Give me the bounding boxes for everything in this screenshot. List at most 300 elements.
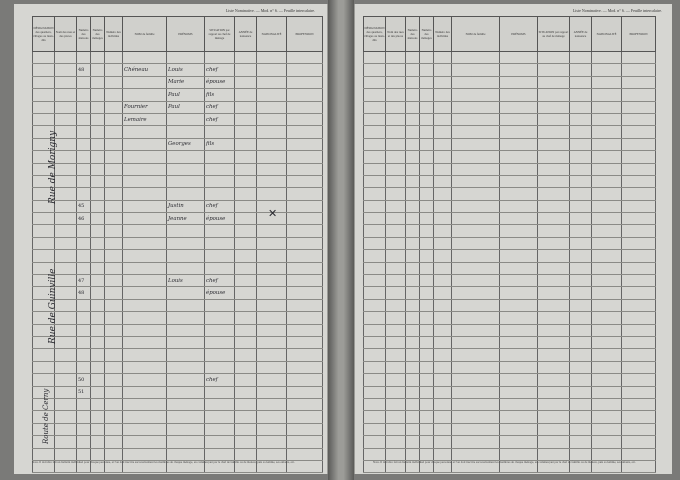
- empty-cell: [538, 287, 570, 299]
- empty-cell: [287, 101, 323, 113]
- census-row: [33, 423, 323, 435]
- empty-cell: [167, 113, 205, 125]
- empty-cell: [205, 188, 235, 200]
- census-row: [364, 336, 656, 348]
- empty-cell: [287, 299, 323, 311]
- empty-cell: [538, 89, 570, 101]
- empty-cell: [538, 200, 570, 212]
- empty-cell: [235, 411, 257, 423]
- empty-cell: [452, 312, 500, 324]
- empty-cell: [420, 361, 434, 373]
- empty-cell: [105, 287, 123, 299]
- empty-cell: [235, 398, 257, 410]
- empty-cell: [386, 200, 406, 212]
- empty-cell: [77, 126, 91, 138]
- census-cell: chef: [205, 64, 235, 76]
- empty-cell: [235, 336, 257, 348]
- empty-cell: [364, 175, 386, 187]
- empty-cell: [205, 225, 235, 237]
- empty-cell: [538, 436, 570, 448]
- empty-cell: [622, 113, 656, 125]
- empty-cell: [420, 349, 434, 361]
- empty-cell: [77, 436, 91, 448]
- empty-cell: [257, 262, 287, 274]
- empty-cell: [452, 188, 500, 200]
- empty-cell: [33, 89, 55, 101]
- empty-cell: [235, 101, 257, 113]
- empty-cell: [205, 151, 235, 163]
- empty-cell: [538, 398, 570, 410]
- empty-cell: [538, 151, 570, 163]
- empty-cell: [622, 361, 656, 373]
- empty-cell: [622, 275, 656, 287]
- empty-cell: [434, 237, 452, 249]
- empty-cell: [55, 89, 77, 101]
- empty-cell: [434, 324, 452, 336]
- empty-cell: [570, 52, 592, 64]
- empty-cell: [257, 250, 287, 262]
- empty-cell: [406, 89, 420, 101]
- empty-cell: [570, 163, 592, 175]
- census-row: [33, 312, 323, 324]
- empty-cell: [364, 436, 386, 448]
- empty-cell: [33, 374, 55, 386]
- census-cell: Paul: [167, 101, 205, 113]
- empty-cell: [55, 448, 77, 460]
- empty-cell: [105, 324, 123, 336]
- empty-cell: [91, 64, 105, 76]
- census-row: [364, 113, 656, 125]
- empty-cell: [257, 386, 287, 398]
- empty-cell: [420, 237, 434, 249]
- empty-cell: [406, 386, 420, 398]
- census-row: [33, 398, 323, 410]
- empty-cell: [205, 175, 235, 187]
- empty-cell: [538, 299, 570, 311]
- empty-cell: [420, 324, 434, 336]
- empty-cell: [452, 76, 500, 88]
- empty-cell: [592, 151, 622, 163]
- empty-cell: [123, 336, 167, 348]
- empty-cell: [592, 213, 622, 225]
- column-header: Numéro des individus: [105, 17, 123, 52]
- empty-cell: [105, 200, 123, 212]
- empty-cell: [570, 76, 592, 88]
- census-cell: Paul: [167, 89, 205, 101]
- empty-cell: [33, 113, 55, 125]
- empty-cell: [205, 163, 235, 175]
- empty-cell: [55, 423, 77, 435]
- empty-cell: [434, 349, 452, 361]
- empty-cell: [105, 349, 123, 361]
- census-row: [33, 299, 323, 311]
- empty-cell: [420, 113, 434, 125]
- census-row: [364, 349, 656, 361]
- empty-cell: [500, 349, 538, 361]
- empty-cell: [622, 312, 656, 324]
- empty-cell: [538, 361, 570, 373]
- empty-cell: [105, 411, 123, 423]
- empty-cell: [452, 398, 500, 410]
- empty-cell: [33, 52, 55, 64]
- empty-cell: [500, 89, 538, 101]
- empty-cell: [570, 436, 592, 448]
- empty-cell: [257, 349, 287, 361]
- empty-cell: [386, 411, 406, 423]
- empty-cell: [55, 411, 77, 423]
- empty-cell: [500, 52, 538, 64]
- empty-cell: [570, 336, 592, 348]
- empty-cell: [570, 287, 592, 299]
- empty-cell: [257, 436, 287, 448]
- empty-cell: [538, 312, 570, 324]
- census-cell: fils: [205, 89, 235, 101]
- empty-cell: [622, 138, 656, 150]
- table-header: [33, 17, 323, 52]
- empty-cell: [205, 423, 235, 435]
- empty-cell: [77, 89, 91, 101]
- empty-cell: [434, 200, 452, 212]
- empty-cell: [592, 374, 622, 386]
- census-row: [33, 175, 323, 187]
- census-cell: Marie: [167, 76, 205, 88]
- empty-cell: [77, 312, 91, 324]
- empty-cell: [91, 52, 105, 64]
- empty-cell: [386, 324, 406, 336]
- empty-cell: [406, 349, 420, 361]
- census-row: [364, 411, 656, 423]
- empty-cell: [434, 411, 452, 423]
- empty-cell: [123, 436, 167, 448]
- empty-cell: [364, 312, 386, 324]
- empty-cell: [622, 175, 656, 187]
- empty-cell: [205, 398, 235, 410]
- empty-cell: [592, 262, 622, 274]
- empty-cell: [500, 324, 538, 336]
- empty-cell: [77, 76, 91, 88]
- empty-cell: [105, 361, 123, 373]
- column-header: Numéro des ménages: [420, 17, 434, 52]
- column-header: PRÉNOMS: [167, 17, 205, 52]
- empty-cell: [235, 237, 257, 249]
- empty-cell: [123, 200, 167, 212]
- empty-cell: [123, 151, 167, 163]
- empty-cell: [55, 237, 77, 249]
- empty-cell: [592, 52, 622, 64]
- empty-cell: [55, 374, 77, 386]
- empty-cell: [420, 126, 434, 138]
- empty-cell: [287, 386, 323, 398]
- empty-cell: [386, 237, 406, 249]
- empty-cell: [167, 398, 205, 410]
- empty-cell: [452, 361, 500, 373]
- empty-cell: [364, 64, 386, 76]
- empty-cell: [434, 113, 452, 125]
- empty-cell: [364, 200, 386, 212]
- empty-cell: [91, 436, 105, 448]
- empty-cell: [55, 436, 77, 448]
- empty-cell: [91, 374, 105, 386]
- empty-cell: [257, 299, 287, 311]
- empty-cell: [406, 225, 420, 237]
- empty-cell: [167, 250, 205, 262]
- empty-cell: [91, 237, 105, 249]
- census-cell: Georges: [167, 138, 205, 150]
- empty-cell: [287, 200, 323, 212]
- empty-cell: [500, 250, 538, 262]
- empty-cell: [434, 386, 452, 398]
- census-row: [33, 64, 323, 76]
- empty-cell: [77, 101, 91, 113]
- census-cell: chef: [205, 113, 235, 125]
- right-page: [354, 4, 672, 474]
- census-row: [364, 175, 656, 187]
- empty-cell: [33, 213, 55, 225]
- census-cell: Lemaire: [123, 113, 167, 125]
- empty-cell: [91, 448, 105, 460]
- empty-cell: [91, 361, 105, 373]
- empty-cell: [538, 374, 570, 386]
- empty-cell: [364, 237, 386, 249]
- empty-cell: [123, 299, 167, 311]
- census-row: [364, 237, 656, 249]
- empty-cell: [622, 52, 656, 64]
- empty-cell: [123, 76, 167, 88]
- empty-cell: [91, 287, 105, 299]
- empty-cell: [406, 188, 420, 200]
- empty-cell: [420, 188, 434, 200]
- empty-cell: [105, 213, 123, 225]
- empty-cell: [592, 361, 622, 373]
- empty-cell: [452, 411, 500, 423]
- empty-cell: [434, 436, 452, 448]
- column-header: ANNÉE de naissance: [570, 17, 592, 52]
- empty-cell: [105, 76, 123, 88]
- street-annotation: Route de Cerny: [42, 388, 50, 444]
- empty-cell: [434, 101, 452, 113]
- empty-cell: [105, 175, 123, 187]
- empty-cell: [235, 64, 257, 76]
- empty-cell: [592, 411, 622, 423]
- census-row: [364, 188, 656, 200]
- empty-cell: [55, 225, 77, 237]
- empty-cell: [570, 126, 592, 138]
- empty-cell: [55, 250, 77, 262]
- empty-cell: [167, 336, 205, 348]
- empty-cell: [622, 126, 656, 138]
- empty-cell: [570, 312, 592, 324]
- empty-cell: [622, 349, 656, 361]
- column-header: Nom des rues et des places: [55, 17, 77, 52]
- empty-cell: [406, 436, 420, 448]
- empty-cell: [592, 423, 622, 435]
- census-row: [33, 250, 323, 262]
- empty-cell: [452, 200, 500, 212]
- empty-cell: [434, 262, 452, 274]
- empty-cell: [622, 436, 656, 448]
- census-cell: chef: [205, 374, 235, 386]
- left-page: [14, 4, 328, 474]
- census-cell: chef: [205, 101, 235, 113]
- empty-cell: [592, 398, 622, 410]
- empty-cell: [434, 250, 452, 262]
- empty-cell: [538, 448, 570, 460]
- empty-cell: [406, 151, 420, 163]
- empty-cell: [287, 312, 323, 324]
- cross-mark: ✕: [268, 208, 278, 220]
- empty-cell: [91, 138, 105, 150]
- empty-cell: [386, 336, 406, 348]
- empty-cell: [123, 262, 167, 274]
- census-row: [364, 138, 656, 150]
- census-row: [33, 76, 323, 88]
- empty-cell: [205, 336, 235, 348]
- empty-cell: [570, 423, 592, 435]
- census-row: [364, 287, 656, 299]
- empty-cell: [452, 213, 500, 225]
- empty-cell: [570, 113, 592, 125]
- empty-cell: [500, 64, 538, 76]
- census-cell: Louis: [167, 275, 205, 287]
- empty-cell: [287, 436, 323, 448]
- empty-cell: [386, 163, 406, 175]
- empty-cell: [55, 64, 77, 76]
- empty-cell: [105, 64, 123, 76]
- empty-cell: [364, 138, 386, 150]
- empty-cell: [235, 436, 257, 448]
- empty-cell: [235, 448, 257, 460]
- empty-cell: [105, 398, 123, 410]
- empty-cell: [167, 436, 205, 448]
- empty-cell: [420, 138, 434, 150]
- empty-cell: [123, 411, 167, 423]
- empty-cell: [622, 250, 656, 262]
- empty-cell: [257, 163, 287, 175]
- census-row: [33, 151, 323, 163]
- empty-cell: [622, 374, 656, 386]
- census-row: [364, 225, 656, 237]
- empty-cell: [592, 175, 622, 187]
- empty-cell: [123, 448, 167, 460]
- empty-cell: [386, 250, 406, 262]
- empty-cell: [592, 188, 622, 200]
- empty-cell: [538, 411, 570, 423]
- empty-cell: [434, 138, 452, 150]
- empty-cell: [500, 151, 538, 163]
- column-header: Numéro des individus: [434, 17, 452, 52]
- empty-cell: [105, 423, 123, 435]
- empty-cell: [386, 213, 406, 225]
- page-header: Liste Nominative. — Mod. n° 6. — Feuille intercalaire.: [572, 8, 662, 13]
- empty-cell: [257, 398, 287, 410]
- empty-cell: [538, 336, 570, 348]
- census-row: [364, 126, 656, 138]
- empty-cell: [406, 361, 420, 373]
- empty-cell: [364, 188, 386, 200]
- empty-cell: [287, 237, 323, 249]
- empty-cell: [167, 262, 205, 274]
- empty-cell: [592, 237, 622, 249]
- empty-cell: [406, 76, 420, 88]
- empty-cell: [364, 151, 386, 163]
- empty-cell: [205, 312, 235, 324]
- empty-cell: [406, 275, 420, 287]
- empty-cell: [570, 398, 592, 410]
- empty-cell: [105, 237, 123, 249]
- empty-cell: [452, 138, 500, 150]
- empty-cell: [257, 361, 287, 373]
- empty-cell: [434, 89, 452, 101]
- empty-cell: [622, 213, 656, 225]
- empty-cell: [538, 101, 570, 113]
- empty-cell: [622, 336, 656, 348]
- empty-cell: [570, 188, 592, 200]
- empty-cell: [287, 138, 323, 150]
- empty-cell: [538, 64, 570, 76]
- empty-cell: [77, 151, 91, 163]
- empty-cell: [77, 113, 91, 125]
- census-row: [33, 324, 323, 336]
- empty-cell: [538, 52, 570, 64]
- empty-cell: [235, 89, 257, 101]
- empty-cell: [287, 52, 323, 64]
- empty-cell: [33, 64, 55, 76]
- empty-cell: [91, 225, 105, 237]
- empty-cell: [257, 237, 287, 249]
- empty-cell: [406, 113, 420, 125]
- empty-cell: [420, 200, 434, 212]
- empty-cell: [287, 126, 323, 138]
- empty-cell: [235, 374, 257, 386]
- empty-cell: [287, 151, 323, 163]
- empty-cell: [538, 126, 570, 138]
- empty-cell: [123, 89, 167, 101]
- empty-cell: [91, 76, 105, 88]
- census-row: [33, 336, 323, 348]
- empty-cell: [434, 76, 452, 88]
- empty-cell: [257, 126, 287, 138]
- empty-cell: [452, 250, 500, 262]
- empty-cell: [420, 89, 434, 101]
- empty-cell: [592, 76, 622, 88]
- empty-cell: [622, 225, 656, 237]
- column-header: Numéro des maisons: [77, 17, 91, 52]
- empty-cell: [592, 64, 622, 76]
- census-row: [33, 163, 323, 175]
- census-row: [364, 52, 656, 64]
- empty-cell: [123, 250, 167, 262]
- empty-cell: [452, 349, 500, 361]
- empty-cell: [105, 163, 123, 175]
- empty-cell: [364, 250, 386, 262]
- census-cell: Justin: [167, 200, 205, 212]
- empty-cell: [105, 262, 123, 274]
- empty-cell: [91, 423, 105, 435]
- empty-cell: [91, 250, 105, 262]
- empty-cell: [434, 299, 452, 311]
- empty-cell: [420, 336, 434, 348]
- empty-cell: [500, 361, 538, 373]
- empty-cell: [167, 287, 205, 299]
- empty-cell: [364, 411, 386, 423]
- empty-cell: [77, 138, 91, 150]
- empty-cell: [434, 213, 452, 225]
- empty-cell: [364, 324, 386, 336]
- empty-cell: [420, 52, 434, 64]
- census-row: [364, 200, 656, 212]
- empty-cell: [105, 275, 123, 287]
- empty-cell: [257, 411, 287, 423]
